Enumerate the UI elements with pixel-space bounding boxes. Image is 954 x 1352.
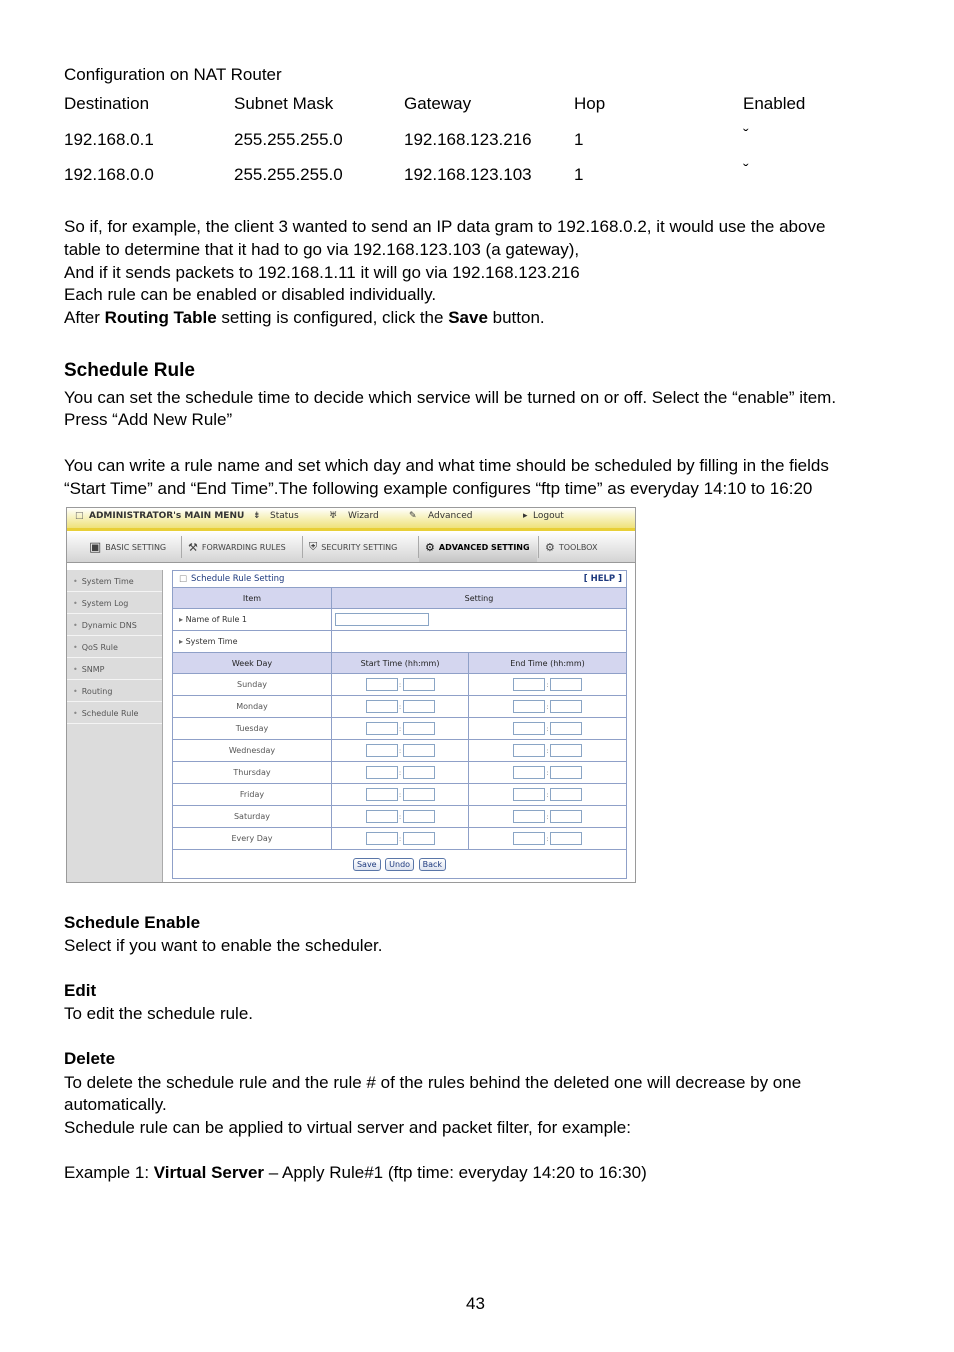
nat-cell: 192.168.0.1 — [64, 130, 154, 149]
end-minute-input[interactable] — [550, 810, 582, 823]
arrow-icon: ▸ — [179, 637, 186, 646]
row-label-text: Name of Rule 1 — [185, 615, 248, 624]
nat-caption: Configuration on NAT Router — [64, 65, 282, 84]
day-label: Monday — [173, 696, 332, 718]
schedule-table — [172, 587, 627, 879]
undo-button[interactable]: Undo — [385, 858, 414, 871]
end-minute-input[interactable] — [550, 744, 582, 757]
start-hour-input[interactable] — [366, 744, 398, 757]
start-hour-input[interactable] — [366, 722, 398, 735]
tab-advanced-setting[interactable] — [419, 532, 537, 562]
start-minute-input[interactable] — [403, 810, 435, 823]
start-minute-input[interactable] — [403, 788, 435, 801]
folder-icon: ▣ — [89, 539, 102, 555]
body-text: You can write a rule name and set which day and what time should be scheduled by filling in the fields — [64, 456, 829, 475]
start-minute-input[interactable] — [403, 744, 435, 757]
day-row — [173, 784, 627, 806]
tab-toolbox[interactable] — [539, 532, 635, 562]
wizard-link[interactable]: Wizard — [348, 511, 379, 521]
end-hour-input[interactable] — [513, 722, 545, 735]
settings-icon: ⚙ — [425, 540, 435, 554]
nat-cell: 192.168.123.103 — [404, 165, 532, 184]
body-text: To delete the schedule rule and the rule # of the rules behind the deleted one will decrease by one — [64, 1073, 802, 1092]
help-link[interactable]: [ HELP ] — [583, 574, 622, 584]
colon: : — [546, 724, 549, 733]
text-run: – Apply Rule#1 (ftp time: everyday 14:20 to 16:30) — [264, 1163, 647, 1182]
body-text: table to determine that it had to go via 192.168.123.103 (a gateway), — [64, 240, 580, 259]
wizard-icon: ♅ — [329, 511, 338, 521]
sidebar-item-label: Routing — [81, 686, 113, 696]
day-label: Thursday — [173, 762, 332, 784]
colon: : — [398, 724, 402, 733]
start-time-cell — [332, 740, 469, 762]
start-minute-input[interactable] — [403, 700, 435, 713]
tab-basic-setting[interactable] — [83, 532, 179, 562]
row-label-system-time — [173, 631, 332, 653]
start-minute-input[interactable] — [403, 832, 435, 845]
sidebar-item-label: System Time — [81, 576, 134, 586]
rule-name-input[interactable] — [335, 613, 429, 626]
day-row — [173, 806, 627, 828]
day-label: Sunday — [173, 674, 332, 696]
colon: : — [398, 834, 402, 843]
start-hour-input[interactable] — [366, 788, 398, 801]
start-minute-input[interactable] — [403, 678, 435, 691]
end-hour-input[interactable] — [513, 810, 545, 823]
sidebar-item-system-time[interactable]: • System Time — [67, 571, 162, 592]
colon: : — [546, 746, 549, 755]
save-button[interactable]: Save — [353, 858, 381, 871]
text-run: Example 1: — [64, 1163, 154, 1182]
nat-cell: 1 — [574, 130, 584, 149]
start-time-cell — [332, 696, 469, 718]
sidebar-item-label: Schedule Rule — [81, 708, 139, 718]
colon: : — [398, 680, 402, 689]
schedule-rule-panel — [172, 570, 627, 879]
system-time-value — [332, 631, 627, 653]
end-time-cell — [469, 828, 627, 850]
day-label: Saturday — [173, 806, 332, 828]
top-menu-bar — [67, 508, 635, 531]
panel-title-text: Schedule Rule Setting — [191, 574, 285, 584]
end-time-cell — [469, 674, 627, 696]
tab-label: FORWARDING RULES — [201, 542, 286, 552]
day-label: Every Day — [173, 828, 332, 850]
nat-cell: 255.255.255.0 — [234, 165, 343, 184]
day-row — [173, 828, 627, 850]
end-minute-input[interactable] — [550, 678, 582, 691]
nat-header-gateway: Gateway — [404, 94, 472, 113]
end-time-cell — [469, 696, 627, 718]
main-menu-link[interactable]: ADMINISTRATOR's MAIN MENU — [89, 511, 245, 521]
end-time-cell — [469, 740, 627, 762]
text-run: After — [64, 308, 105, 327]
nat-header-subnet: Subnet Mask — [234, 94, 334, 113]
button-row — [173, 850, 627, 879]
end-minute-input[interactable] — [550, 832, 582, 845]
sidebar-item-label: SNMP — [81, 664, 105, 674]
wrench-icon: ⚒ — [188, 540, 198, 554]
end-hour-input[interactable] — [513, 788, 545, 801]
body-text: So if, for example, the client 3 wanted to send an IP data gram to 192.168.0.2, it would use the above — [64, 217, 826, 236]
day-row — [173, 740, 627, 762]
colon: : — [398, 746, 402, 755]
sidebar-item-schedule-rule[interactable]: • Schedule Rule — [67, 703, 162, 724]
colon: : — [398, 702, 402, 711]
row-label-name — [173, 609, 332, 631]
colon: : — [398, 790, 402, 799]
body-text: Select if you want to enable the scheduler. — [64, 936, 383, 955]
tab-forwarding-rules[interactable] — [182, 532, 300, 562]
nat-cell: 192.168.123.216 — [404, 130, 532, 149]
body-text: automatically. — [64, 1095, 167, 1114]
panel-title — [179, 574, 284, 584]
body-text: And if it sends packets to 192.168.1.11 it will go via 192.168.123.216 — [64, 263, 580, 282]
body-text: To edit the schedule rule. — [64, 1004, 254, 1023]
day-label: Friday — [173, 784, 332, 806]
start-time-cell — [332, 806, 469, 828]
start-hour-input[interactable] — [366, 700, 398, 713]
body-text — [64, 1162, 647, 1184]
col-header-item: Item — [173, 588, 332, 609]
body-text: “Start Time” and “End Time”.The following example configures “ftp time” as everyday 14:10 to 16:20 — [64, 479, 813, 498]
start-time-cell — [332, 784, 469, 806]
logout-link[interactable]: Logout — [533, 511, 564, 521]
start-hour-input[interactable] — [366, 678, 398, 691]
nat-cell: 255.255.255.0 — [234, 130, 343, 149]
advanced-link[interactable]: Advanced — [428, 511, 473, 521]
end-time-cell — [469, 806, 627, 828]
end-minute-input[interactable] — [550, 700, 582, 713]
end-hour-input[interactable] — [513, 700, 545, 713]
sidebar-item-system-log[interactable]: • System Log — [67, 593, 162, 614]
end-minute-input[interactable] — [550, 722, 582, 735]
square-icon: □ — [75, 511, 84, 521]
nat-check-mark: ˇ — [743, 161, 749, 180]
end-hour-input[interactable] — [513, 766, 545, 779]
nat-cell: 1 — [574, 165, 584, 184]
colon: : — [398, 768, 402, 777]
colon: : — [546, 834, 549, 843]
day-label: Wednesday — [173, 740, 332, 762]
start-time-cell — [332, 674, 469, 696]
body-text: You can set the schedule time to decide which service will be turned on or off. Select the “enable” item. — [64, 388, 837, 407]
section-heading: Schedule Rule — [64, 360, 195, 381]
end-minute-input[interactable] — [550, 766, 582, 779]
end-time-cell — [469, 718, 627, 740]
end-minute-input[interactable] — [550, 788, 582, 801]
nat-header-hop: Hop — [574, 94, 606, 113]
body-text — [64, 307, 545, 329]
nat-check-mark: ˇ — [743, 126, 749, 145]
start-time-cell — [332, 762, 469, 784]
sidebar-item-dynamic-dns[interactable]: • Dynamic DNS — [67, 615, 162, 636]
body-text: Each rule can be enabled or disabled individually. — [64, 285, 437, 304]
start-hour-input[interactable] — [366, 832, 398, 845]
text-run: button. — [487, 308, 545, 327]
start-time-cell — [332, 828, 469, 850]
tab-label: SECURITY SETTING — [321, 542, 398, 552]
bold-term: Save — [448, 308, 488, 327]
day-row — [173, 762, 627, 784]
tab-security-setting[interactable] — [303, 532, 417, 562]
sidebar — [67, 570, 163, 883]
start-minute-input[interactable] — [403, 722, 435, 735]
text-run: setting is configured, click the — [216, 308, 449, 327]
body-text: Press “Add New Rule” — [64, 410, 233, 429]
status-icon: ⇟ — [253, 511, 261, 521]
bold-term: Routing Table — [104, 308, 217, 327]
section-heading: Delete — [64, 1049, 116, 1068]
day-row — [173, 696, 627, 718]
nat-header-destination: Destination — [64, 94, 150, 113]
section-heading: Edit — [64, 981, 97, 1000]
tab-label: TOOLBOX — [558, 542, 598, 552]
end-hour-input[interactable] — [513, 678, 545, 691]
main-tabs — [67, 532, 635, 563]
shield-icon: ⛨ — [309, 540, 318, 553]
row-label-text: System Time — [185, 637, 238, 646]
nat-cell: 192.168.0.0 — [64, 165, 154, 184]
body-text: Schedule rule can be applied to virtual server and packet filter, for example: — [64, 1118, 631, 1137]
page-number: 43 — [466, 1294, 485, 1313]
colon: : — [546, 680, 549, 689]
end-hour-input[interactable] — [513, 832, 545, 845]
start-hour-input[interactable] — [366, 766, 398, 779]
start-minute-input[interactable] — [403, 766, 435, 779]
router-ui-screenshot — [66, 507, 636, 883]
arrow-icon: ▸ — [523, 511, 528, 521]
toolbox-icon: ⚙ — [545, 540, 555, 554]
col-header-start-time: Start Time (hh:mm) — [332, 653, 469, 674]
advanced-icon: ✎ — [409, 511, 417, 521]
panel-header — [172, 570, 627, 587]
end-time-cell — [469, 762, 627, 784]
sidebar-item-label: Dynamic DNS — [81, 620, 137, 630]
square-icon: □ — [179, 574, 188, 584]
colon: : — [546, 768, 549, 777]
colon: : — [546, 702, 549, 711]
rule-name-cell — [332, 609, 627, 631]
sidebar-item-qos-rule[interactable]: • QoS Rule — [67, 637, 162, 658]
section-heading: Schedule Enable — [64, 913, 201, 932]
sidebar-item-label: System Log — [81, 598, 129, 608]
colon: : — [546, 790, 549, 799]
nat-header-enabled: Enabled — [743, 94, 806, 113]
sidebar-item-snmp[interactable]: • SNMP — [67, 659, 162, 680]
day-row — [173, 718, 627, 740]
tab-label: ADVANCED SETTING — [438, 542, 530, 552]
col-header-weekday: Week Day — [173, 653, 332, 674]
colon: : — [398, 812, 402, 821]
day-row — [173, 674, 627, 696]
arrow-icon: ▸ — [179, 615, 186, 624]
sidebar-item-label: QoS Rule — [81, 642, 118, 652]
bold-term: Virtual Server — [153, 1163, 265, 1182]
col-header-end-time: End Time (hh:mm) — [469, 653, 627, 674]
colon: : — [546, 812, 549, 821]
start-hour-input[interactable] — [366, 810, 398, 823]
sidebar-item-routing[interactable]: • Routing — [67, 681, 162, 702]
day-label: Tuesday — [173, 718, 332, 740]
col-header-setting: Setting — [332, 588, 627, 609]
start-time-cell — [332, 718, 469, 740]
tab-label: BASIC SETTING — [105, 542, 167, 552]
status-link[interactable]: Status — [270, 511, 299, 521]
end-time-cell — [469, 784, 627, 806]
back-button[interactable]: Back — [419, 858, 446, 871]
end-hour-input[interactable] — [513, 744, 545, 757]
